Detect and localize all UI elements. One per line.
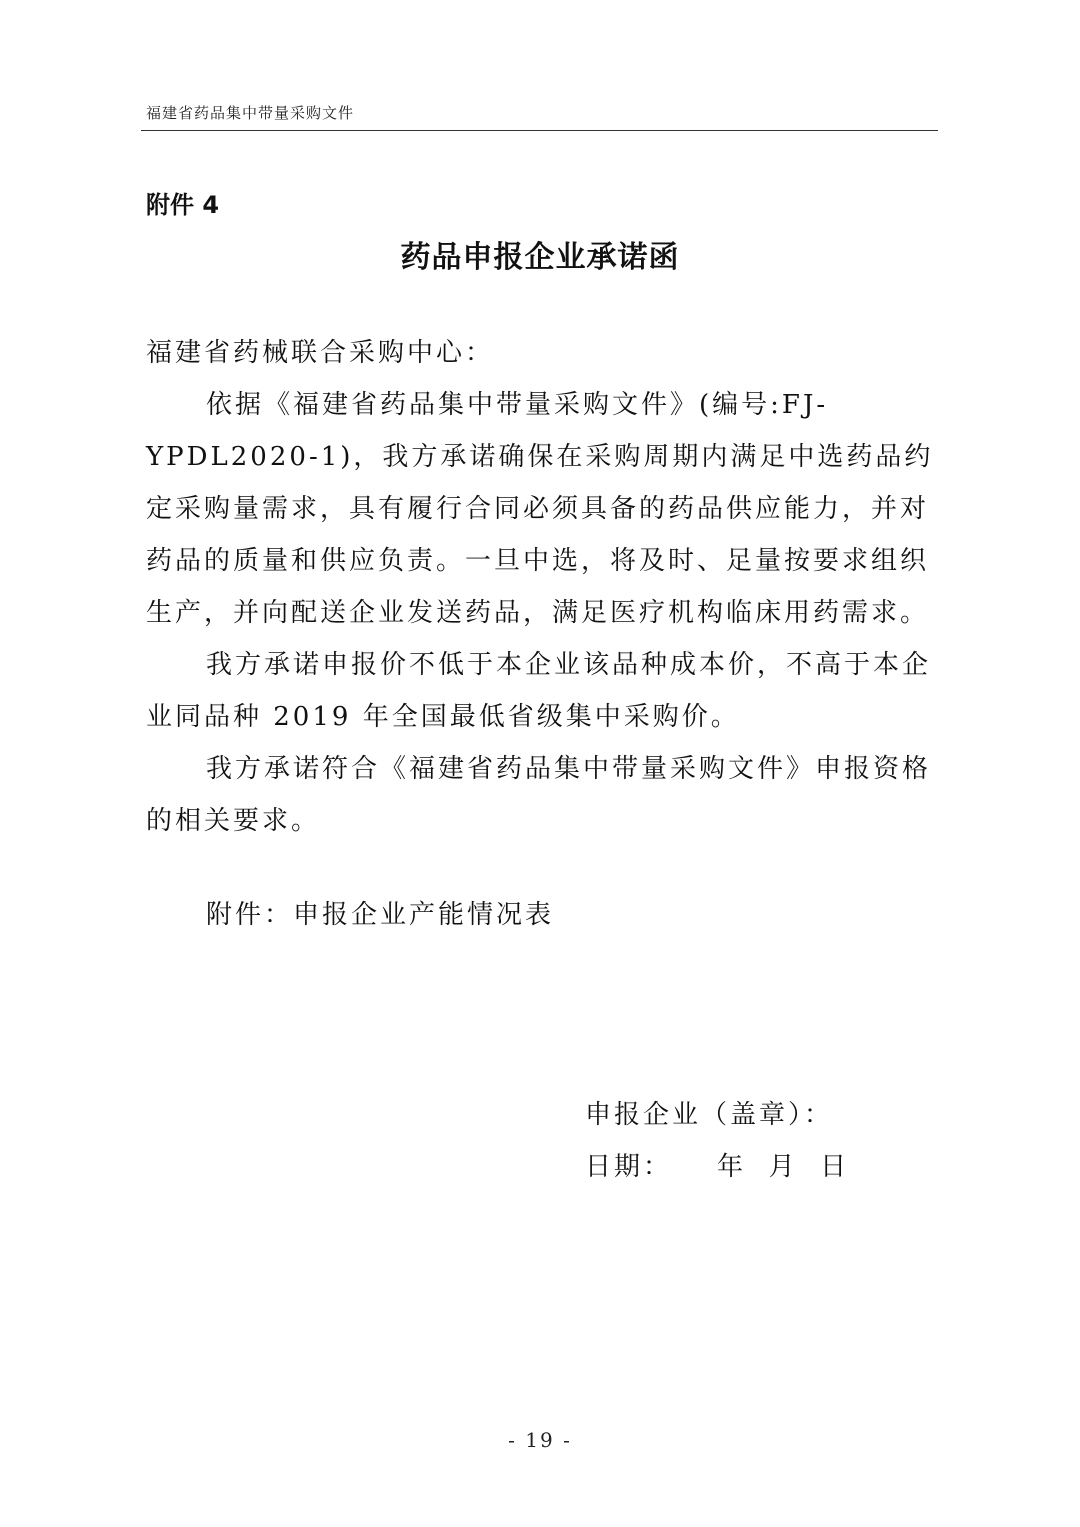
signature-block — [585, 1089, 849, 1193]
attachment-label: 附件 4 — [146, 191, 220, 219]
paragraph-commitment-qualification: 我方承诺符合《福建省药品集中带量采购文件》申报资格的相关要求。 — [146, 754, 932, 836]
attachment-note: 附件：申报企业产能情况表 — [206, 900, 555, 930]
date-label: 日期： 年 月 日 — [585, 1152, 850, 1182]
document-title: 药品申报企业承诺函 — [400, 240, 680, 275]
company-seal-label: 申报企业（盖章）： — [585, 1100, 834, 1130]
salutation: 福建省药械联合采购中心： — [146, 338, 495, 368]
paragraph-commitment-price: 我方承诺申报价不低于本企业该品种成本价，不高于本企业同品种 2019 年全国最低省级集中采购价。 — [146, 650, 932, 732]
paragraph-commitment-supply: 依据《福建省药品集中带量采购文件》(编号:FJ-YPDL2020-1)，我方承诺确保在采购周期内满足中选药品约定采购量需求，具有履行合同必须具备的药品供应能力，并对药品的质量和供应负责。一旦中选，将及时、足量按要求组织生产，并向配送企业发送药品，满足医疗机构临床用药需求。 — [146, 390, 934, 628]
page-number: - 19 - — [508, 1428, 572, 1452]
header-divider — [141, 130, 938, 131]
running-header: 福建省药品集中带量采购文件 — [146, 104, 355, 122]
